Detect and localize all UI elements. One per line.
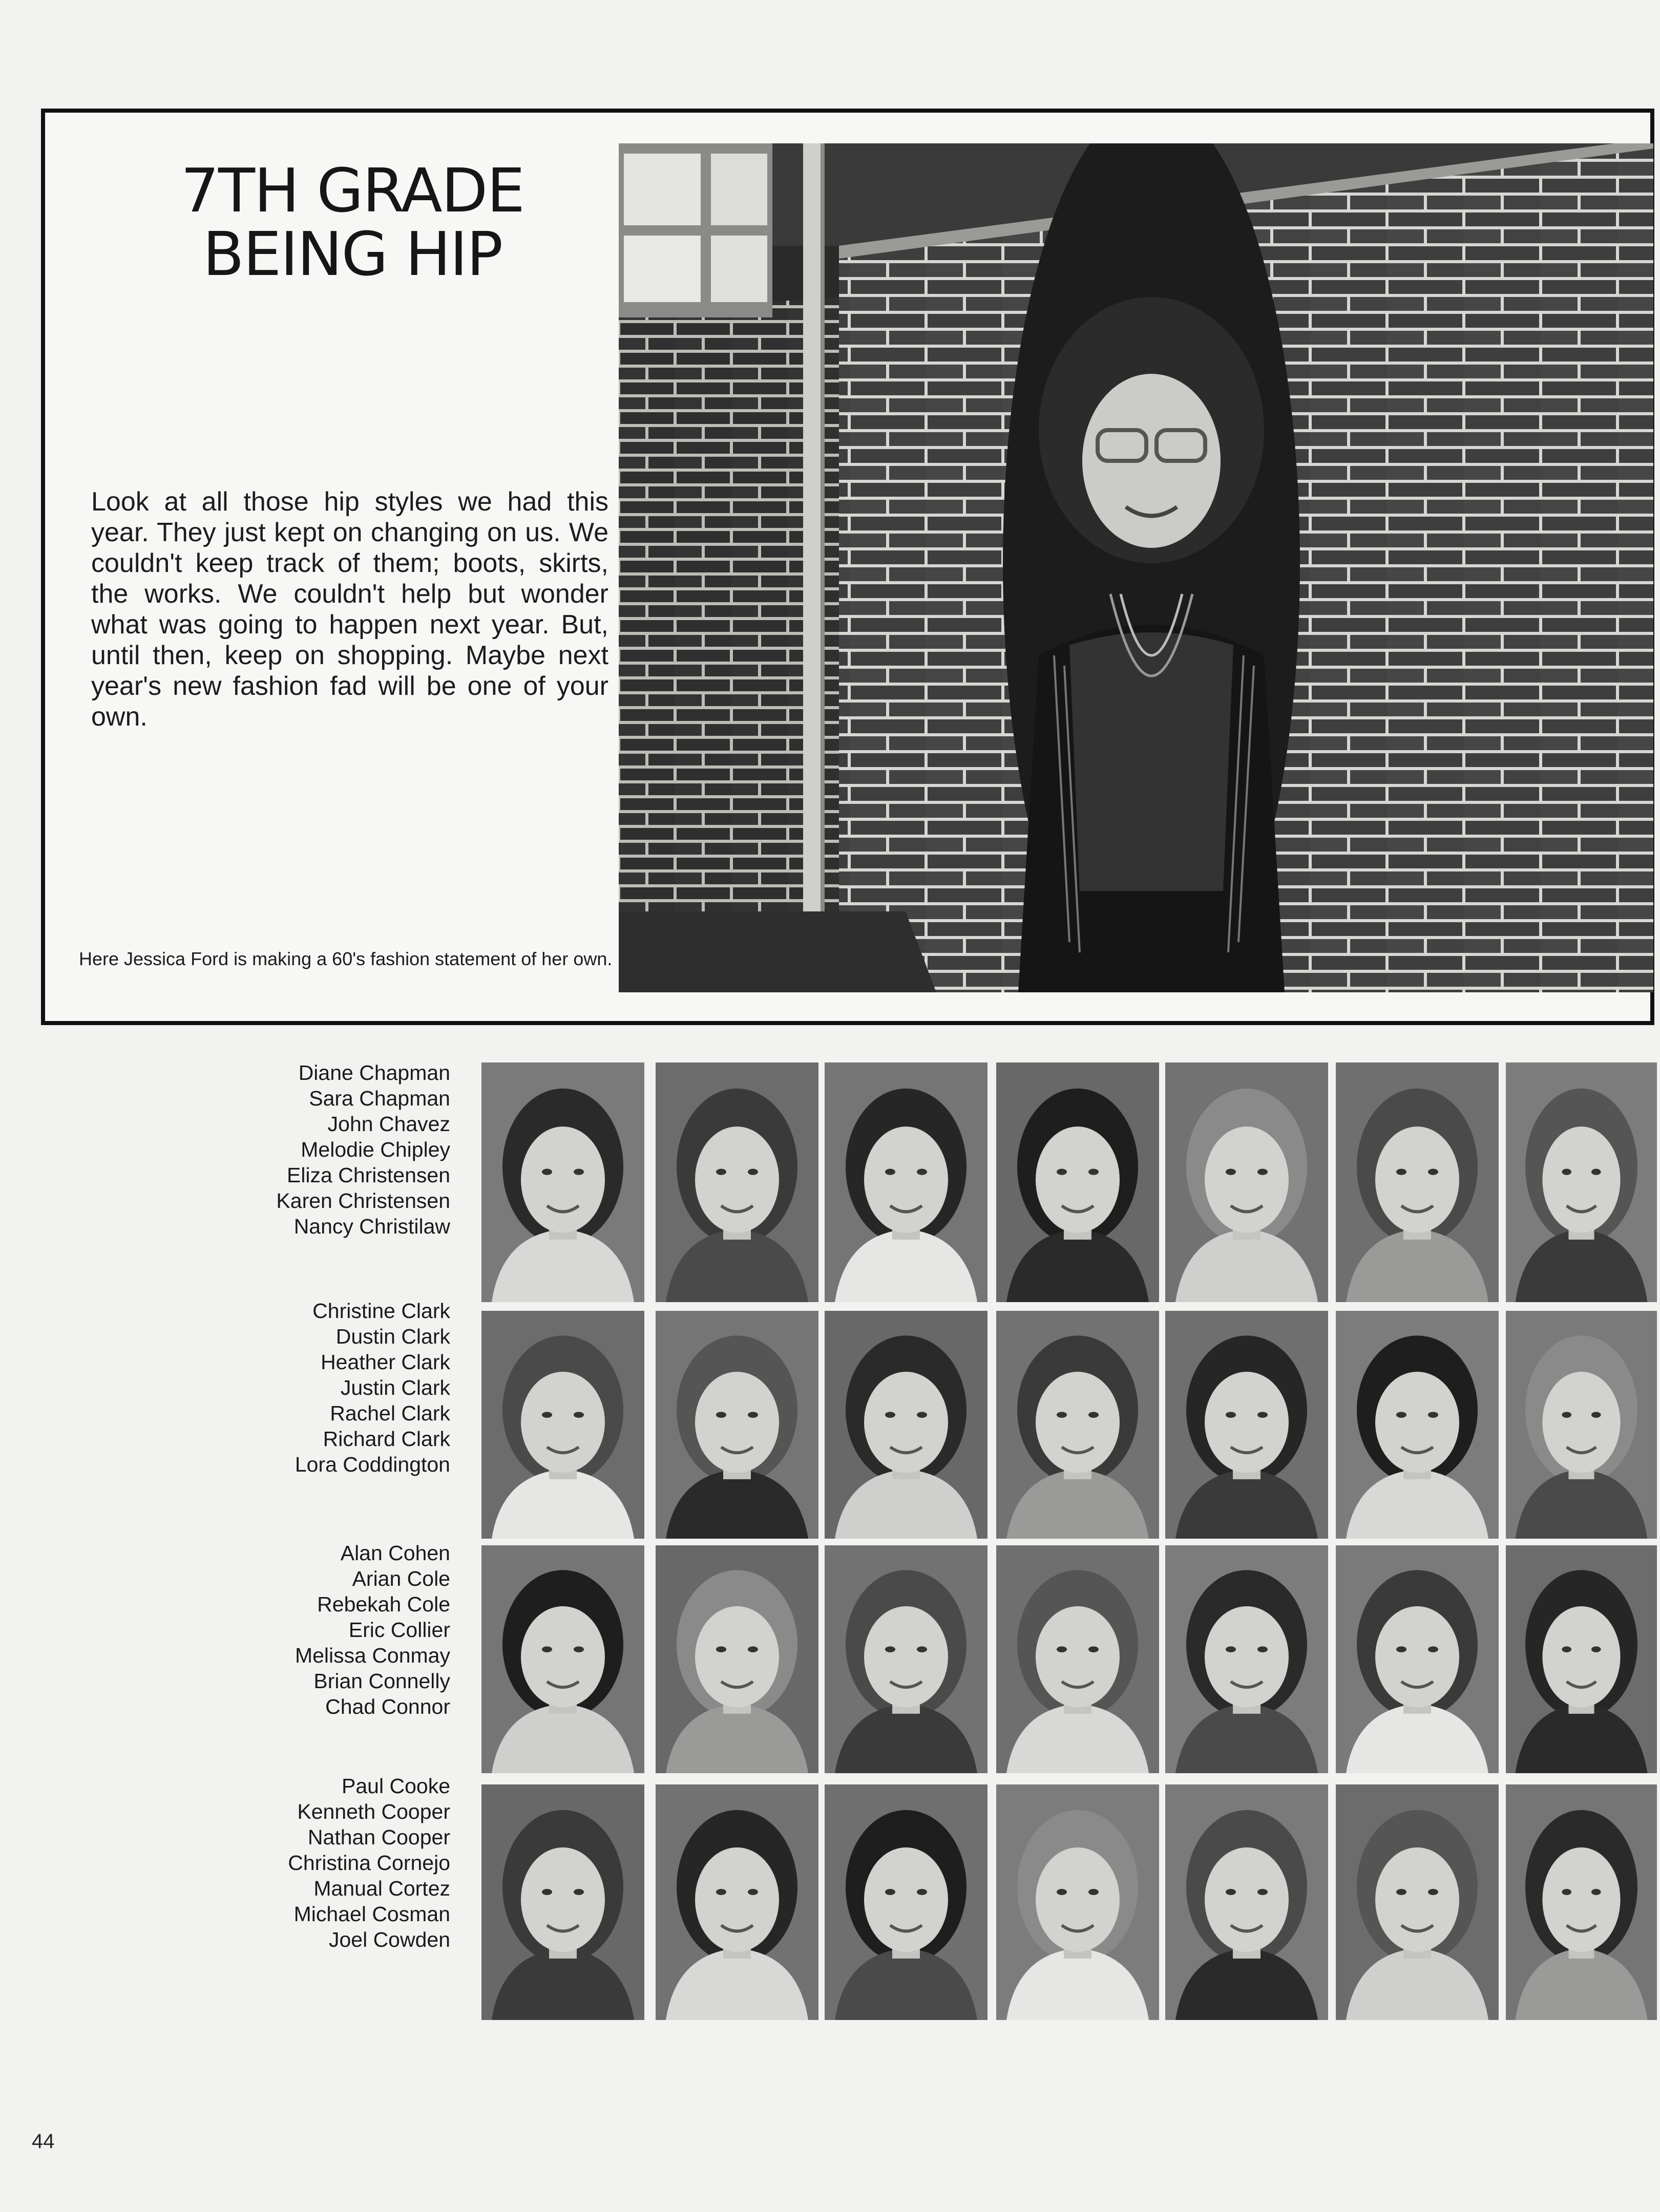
student-portrait — [1336, 1311, 1499, 1539]
student-name: Brian Connelly — [313, 1669, 450, 1693]
student-name: Manual Cortez — [313, 1877, 450, 1900]
student-portrait — [1506, 1311, 1657, 1539]
student-portrait — [1165, 1062, 1328, 1302]
names-list-row-2 — [40, 1298, 450, 1477]
page-number: 44 — [32, 2130, 55, 2153]
student-portrait — [996, 1062, 1159, 1302]
student-name: Heather Clark — [321, 1350, 450, 1374]
feature-body-text: Look at all those hip styles we had this year. They just kept on changing on us. We couldn't keep track of them; boots, skirts, the works. We couldn't help but wonder what was going to happen next year. But, until then, keep on shopping. Maybe next year's new fashion fad will be one of your own. — [91, 487, 608, 732]
student-name: Sara Chapman — [309, 1087, 450, 1110]
student-portrait — [656, 1062, 818, 1302]
photo-caption: Here Jessica Ford is making a 60's fashion statement of her own. — [79, 948, 613, 969]
student-name: Eliza Christensen — [286, 1163, 450, 1187]
student-portrait — [825, 1545, 987, 1773]
student-name: Michael Cosman — [293, 1902, 450, 1926]
student-name: Dustin Clark — [335, 1325, 450, 1348]
student-name: Paul Cooke — [342, 1774, 450, 1798]
student-portrait — [1506, 1784, 1657, 2020]
names-list-row-3 — [40, 1540, 450, 1719]
student-portrait — [1506, 1545, 1657, 1773]
student-portrait — [1336, 1784, 1499, 2020]
student-portrait — [481, 1062, 644, 1302]
student-name: Rachel Clark — [330, 1401, 450, 1425]
student-name: Christina Cornejo — [288, 1851, 450, 1875]
student-portrait — [656, 1784, 818, 2020]
student-name: Arian Cole — [352, 1567, 450, 1590]
feature-photo — [619, 143, 1653, 992]
student-name: Joel Cowden — [328, 1928, 450, 1951]
student-name: Chad Connor — [325, 1695, 450, 1718]
names-list-row-4 — [40, 1773, 450, 1952]
student-name: Rebekah Cole — [317, 1592, 450, 1616]
student-name: John Chavez — [327, 1112, 450, 1136]
student-name: Eric Collier — [348, 1618, 450, 1642]
student-portrait — [1165, 1784, 1328, 2020]
student-name: Karen Christensen — [276, 1189, 450, 1213]
student-portrait — [481, 1784, 644, 2020]
student-portrait — [1336, 1545, 1499, 1773]
girl-figure-icon — [1003, 143, 1300, 992]
student-portrait — [1165, 1545, 1328, 1773]
student-portrait — [1165, 1311, 1328, 1539]
student-name: Lora Coddington — [295, 1453, 450, 1476]
student-name: Nathan Cooper — [307, 1825, 450, 1849]
student-name: Justin Clark — [340, 1376, 450, 1399]
student-portrait — [996, 1311, 1159, 1539]
student-portrait — [825, 1062, 987, 1302]
student-portrait — [996, 1784, 1159, 2020]
student-name: Christine Clark — [312, 1299, 450, 1323]
student-name: Kenneth Cooper — [297, 1800, 450, 1823]
student-portrait — [996, 1545, 1159, 1773]
student-name: Nancy Christilaw — [293, 1215, 450, 1238]
student-portrait — [1506, 1062, 1657, 1302]
feature-box — [41, 109, 1654, 1025]
student-portrait — [656, 1545, 818, 1773]
student-portrait — [825, 1311, 987, 1539]
student-name: Richard Clark — [323, 1427, 450, 1451]
names-list-row-1 — [40, 1060, 450, 1239]
student-portrait — [481, 1545, 644, 1773]
student-portrait — [825, 1784, 987, 2020]
student-portrait — [481, 1311, 644, 1539]
student-name: Diane Chapman — [298, 1061, 450, 1084]
title-line-1: 7TH GRADE — [180, 155, 524, 226]
page-title — [122, 155, 583, 289]
title-line-2: BEING HIP — [202, 219, 502, 289]
student-name: Melodie Chipley — [301, 1138, 450, 1161]
student-name: Alan Cohen — [340, 1541, 450, 1565]
student-name: Melissa Conmay — [295, 1644, 450, 1667]
student-portrait — [1336, 1062, 1499, 1302]
student-portrait — [656, 1311, 818, 1539]
